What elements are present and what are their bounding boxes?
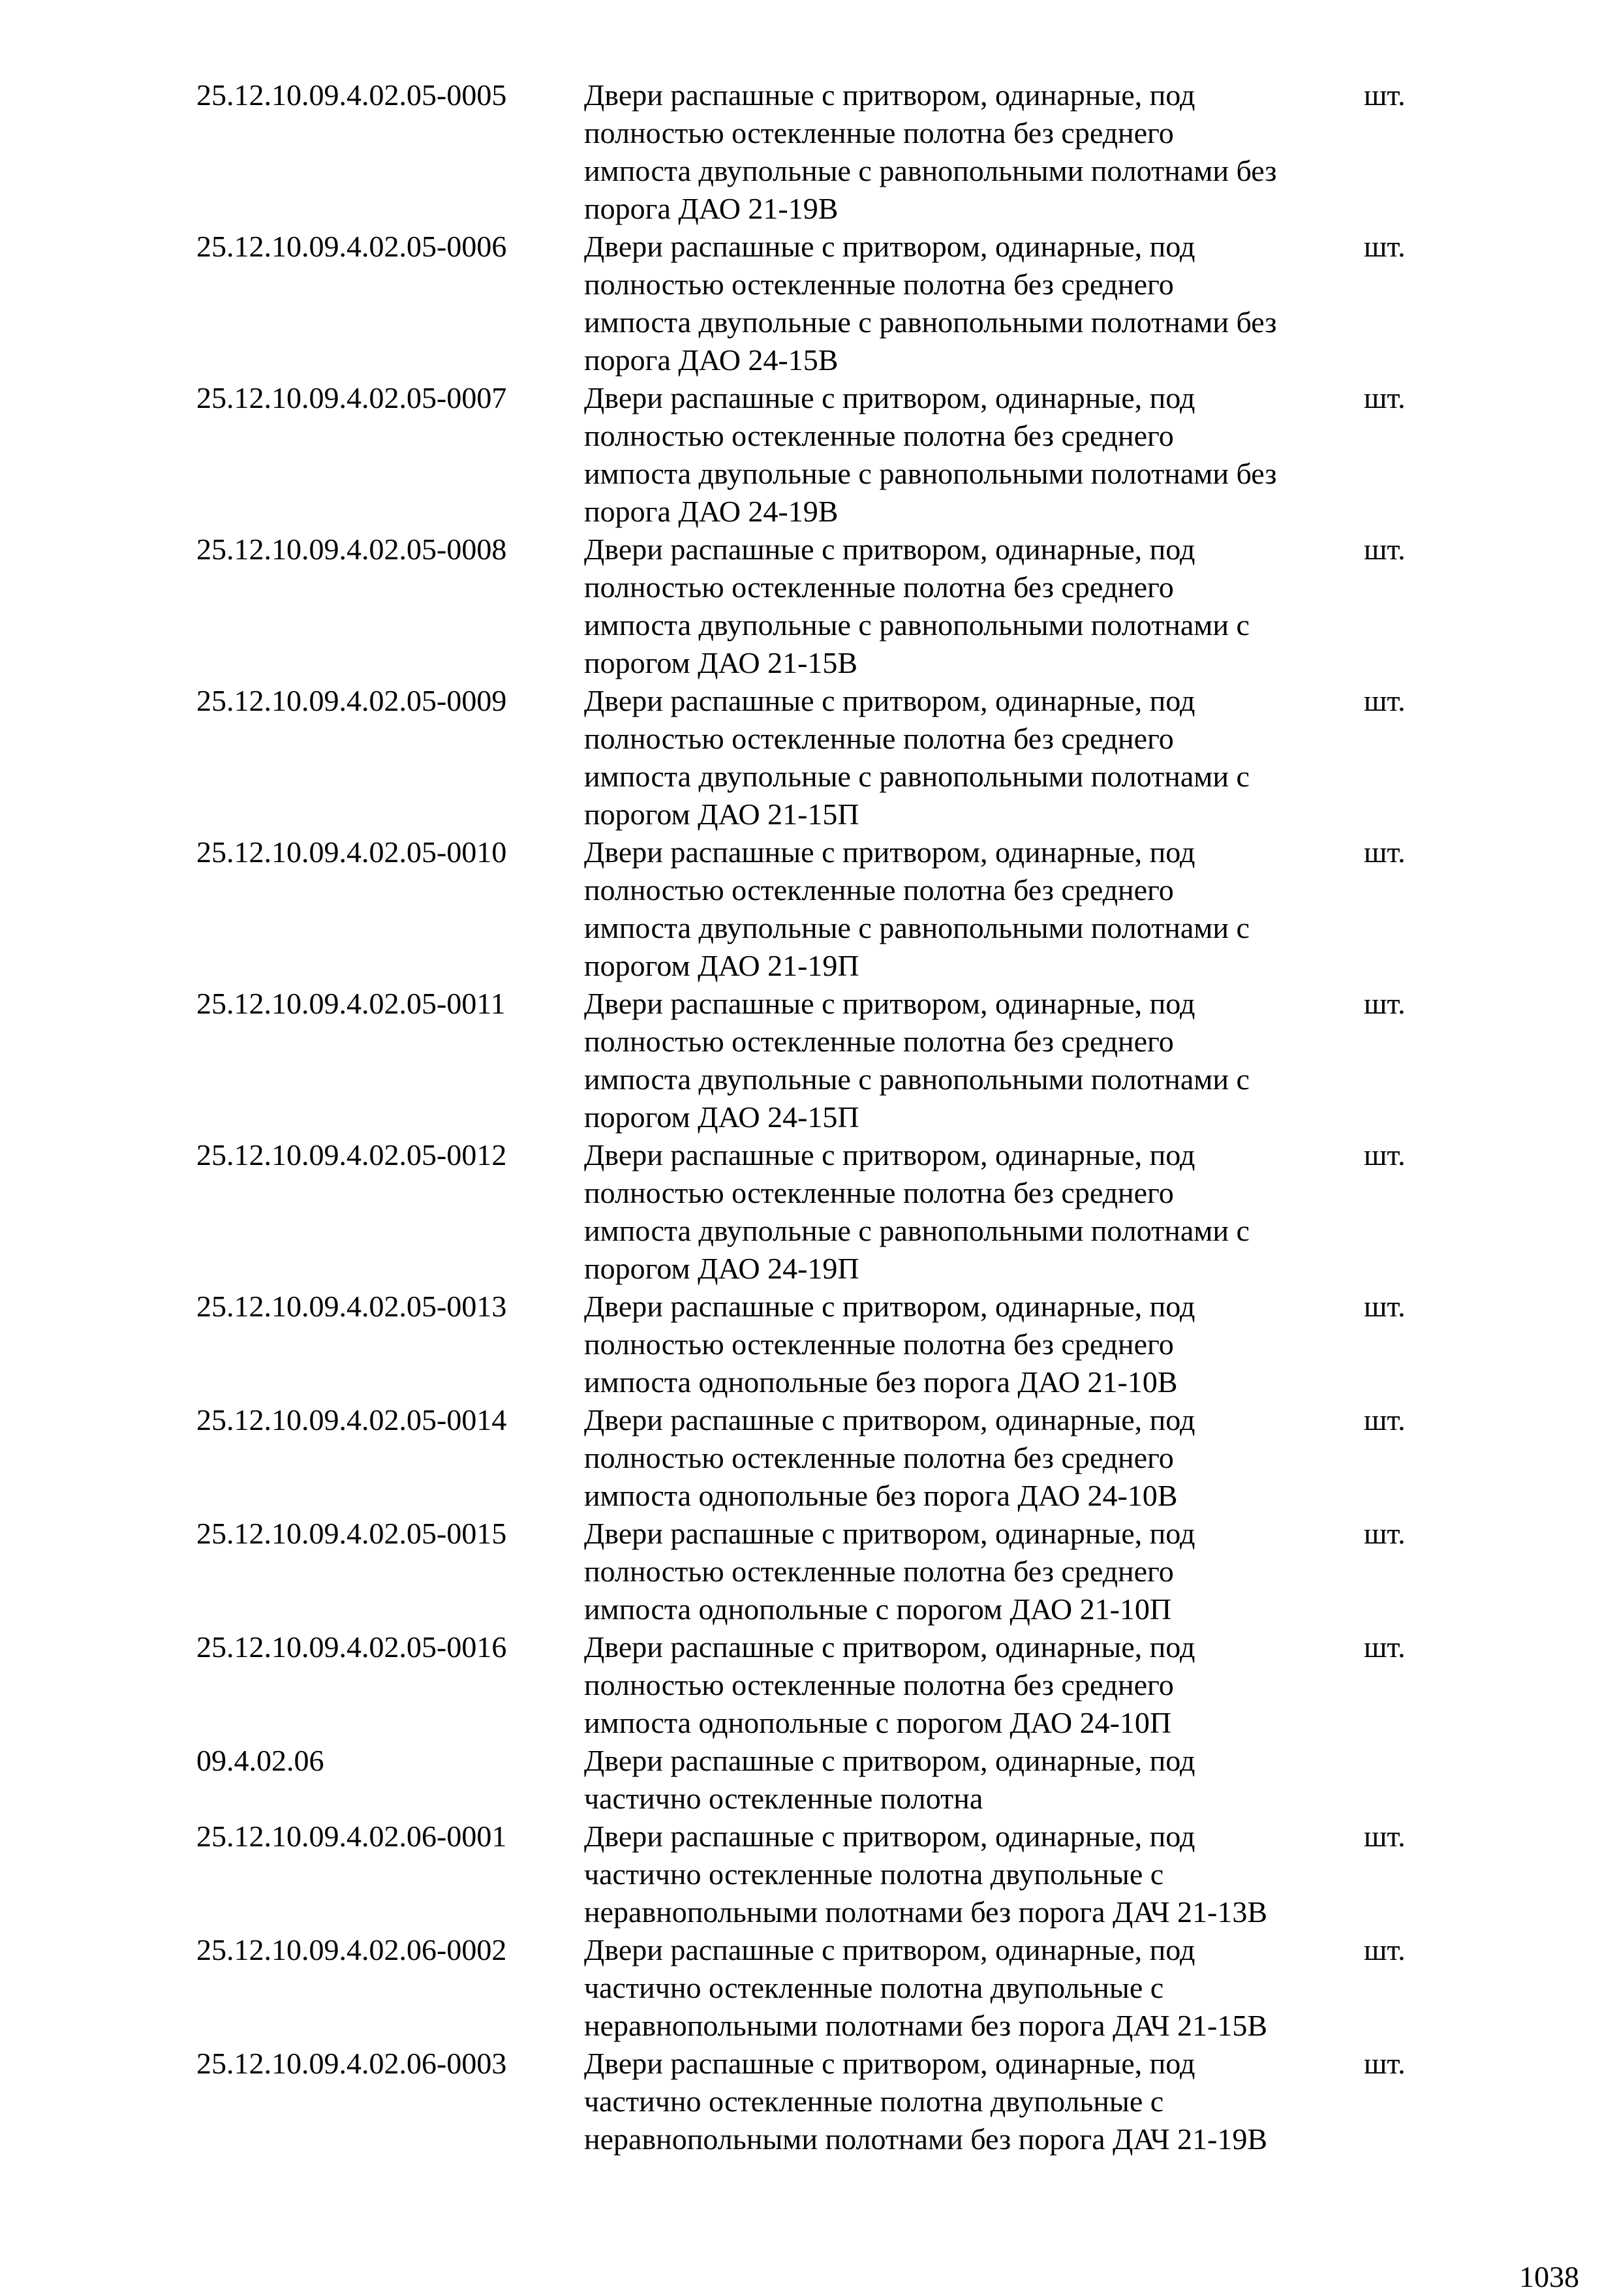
resource-name-line: частично остекленные полотна двупольные с [584, 2085, 1164, 2118]
resource-name [584, 1515, 1364, 1628]
unit-of-measure: шт. [1364, 533, 1406, 566]
table-row [196, 1628, 1436, 1742]
resource-name [584, 1136, 1364, 1288]
resource-name-line: порога ДАО 21-19В [584, 192, 839, 225]
resource-name [584, 1288, 1364, 1401]
resource-name [584, 76, 1364, 228]
resource-name [584, 985, 1364, 1136]
resource-name-line: Двери распашные с притвором, одинарные, под [584, 1138, 1195, 1171]
unit-of-measure: шт. [1364, 1517, 1406, 1550]
resource-name-line: Двери распашные с притвором, одинарные, под [584, 230, 1195, 263]
resource-name [584, 1628, 1364, 1742]
resource-code: 25.12.10.09.4.02.05-0011 [196, 987, 506, 1020]
resource-name-line: частично остекленные полотна двупольные с [584, 1857, 1164, 1891]
resource-name-line: импоста двупольные с равнопольными полотнами с [584, 911, 1250, 944]
resource-name-line: Двери распашные с притвором, одинарные, под [584, 1403, 1195, 1436]
unit-of-measure: шт. [1364, 230, 1406, 263]
resource-name-line: полностью остекленные полотна без среднего [584, 722, 1174, 755]
resource-code: 25.12.10.09.4.02.05-0006 [196, 230, 507, 263]
resource-name-line: полностью остекленные полотна без среднего [584, 873, 1174, 907]
resource-name [584, 228, 1364, 379]
catalog-body [196, 76, 1436, 2158]
unit-of-measure: шт. [1364, 1630, 1406, 1664]
resource-name-line: частично остекленные полотна [584, 1782, 983, 1815]
table-row [196, 833, 1436, 985]
resource-code: 25.12.10.09.4.02.05-0008 [196, 533, 507, 566]
unit-of-measure: шт. [1364, 78, 1406, 112]
resource-name-line: Двери распашные с притвором, одинарные, под [584, 533, 1195, 566]
resource-code: 25.12.10.09.4.02.05-0010 [196, 835, 507, 869]
resource-name-line: полностью остекленные полотна без среднего [584, 570, 1174, 604]
resource-name-line: Двери распашные с притвором, одинарные, под [584, 2047, 1195, 2080]
resource-name-line: порогом ДАО 21-19П [584, 949, 859, 982]
resource-name-line: Двери распашные с притвором, одинарные, под [584, 1744, 1195, 1777]
resource-name-line: импоста однопольные без порога ДАО 24-10В [584, 1479, 1178, 1512]
resource-name [584, 1742, 1364, 1818]
resource-name-line: импоста двупольные с равнопольными полотнами с [584, 1214, 1250, 1247]
resource-code: 25.12.10.09.4.02.05-0015 [196, 1517, 507, 1550]
resource-name [584, 1931, 1364, 2045]
catalog-table [196, 76, 1436, 2158]
resource-name-line: импоста однопольные с порогом ДАО 24-10П [584, 1706, 1172, 1739]
unit-of-measure: шт. [1364, 987, 1406, 1020]
table-row [196, 682, 1436, 833]
resource-name-line: частично остекленные полотна двупольные с [584, 1971, 1164, 2004]
resource-name-line: Двери распашные с притвором, одинарные, под [584, 1290, 1195, 1323]
resource-name [584, 833, 1364, 985]
resource-name-line: Двери распашные с притвором, одинарные, под [584, 381, 1195, 414]
resource-name-line: неравнопольными полотнами без порога ДАЧ 21-15В [584, 2009, 1268, 2042]
resource-name-line: Двери распашные с притвором, одинарные, под [584, 987, 1195, 1020]
resource-name-line: Двери распашные с притвором, одинарные, под [584, 1933, 1195, 1966]
table-row [196, 1742, 1436, 1818]
resource-name-line: полностью остекленные полотна без среднего [584, 268, 1174, 301]
unit-of-measure: шт. [1364, 1820, 1406, 1853]
resource-name-line: Двери распашные с притвором, одинарные, под [584, 1630, 1195, 1664]
resource-code: 25.12.10.09.4.02.05-0016 [196, 1630, 507, 1664]
resource-name-line: порогом ДАО 21-15П [584, 798, 859, 831]
resource-name-line: импоста двупольные с равнопольными полотнами без [584, 457, 1277, 490]
resource-name-line: порога ДАО 24-15В [584, 343, 839, 377]
table-row [196, 2045, 1436, 2158]
resource-name-line: полностью остекленные полотна без среднего [584, 1176, 1174, 1209]
resource-name [584, 379, 1364, 531]
resource-name-line: импоста двупольные с равнопольными полотнами с [584, 760, 1250, 793]
resource-code: 25.12.10.09.4.02.05-0012 [196, 1138, 507, 1171]
table-row [196, 985, 1436, 1136]
resource-name-line: порогом ДАО 24-15П [584, 1100, 859, 1134]
resource-name-line: Двери распашные с притвором, одинарные, под [584, 684, 1195, 717]
resource-name-line: импоста двупольные с равнопольными полотнами с [584, 608, 1250, 642]
unit-of-measure [1364, 1742, 1436, 1818]
resource-name-line: полностью остекленные полотна без среднего [584, 419, 1174, 452]
unit-of-measure: шт. [1364, 2047, 1406, 2080]
table-row [196, 531, 1436, 682]
resource-code: 25.12.10.09.4.02.05-0005 [196, 78, 507, 112]
resource-name-line: Двери распашные с притвором, одинарные, под [584, 835, 1195, 869]
resource-code: 25.12.10.09.4.02.05-0014 [196, 1403, 507, 1436]
resource-name-line: полностью остекленные полотна без среднего [584, 1327, 1174, 1361]
table-row [196, 1136, 1436, 1288]
table-row [196, 379, 1436, 531]
resource-name-line: Двери распашные с притвором, одинарные, под [584, 1517, 1195, 1550]
table-row [196, 1931, 1436, 2045]
unit-of-measure: шт. [1364, 1290, 1406, 1323]
resource-code: 25.12.10.09.4.02.05-0007 [196, 381, 507, 414]
resource-name-line: неравнопольными полотнами без порога ДАЧ 21-19В [584, 2122, 1268, 2156]
resource-name [584, 2045, 1364, 2158]
table-row [196, 228, 1436, 379]
unit-of-measure: шт. [1364, 835, 1406, 869]
resource-name-line: Двери распашные с притвором, одинарные, под [584, 1820, 1195, 1853]
unit-of-measure: шт. [1364, 1933, 1406, 1966]
resource-name-line: импоста двупольные с равнопольными полотнами без [584, 154, 1277, 187]
resource-name [584, 1401, 1364, 1515]
resource-name-line: полностью остекленные полотна без среднего [584, 1441, 1174, 1474]
resource-name-line: порогом ДАО 24-19П [584, 1252, 859, 1285]
resource-name [584, 1818, 1364, 1931]
resource-name-line: неравнопольными полотнами без порога ДАЧ 21-13В [584, 1895, 1268, 1929]
resource-name-line: порога ДАО 24-19В [584, 495, 839, 528]
resource-name-line: Двери распашные с притвором, одинарные, под [584, 78, 1195, 112]
resource-code: 25.12.10.09.4.02.05-0009 [196, 684, 507, 717]
resource-code: 25.12.10.09.4.02.05-0013 [196, 1290, 507, 1323]
table-row [196, 1818, 1436, 1931]
unit-of-measure: шт. [1364, 1138, 1406, 1171]
table-row [196, 76, 1436, 228]
resource-code: 09.4.02.06 [196, 1744, 324, 1777]
table-row [196, 1401, 1436, 1515]
resource-code: 25.12.10.09.4.02.06-0001 [196, 1820, 507, 1853]
unit-of-measure: шт. [1364, 1403, 1406, 1436]
resource-name-line: полностью остекленные полотна без среднего [584, 116, 1174, 149]
unit-of-measure: шт. [1364, 381, 1406, 414]
page-number: 1038 [1519, 2260, 1579, 2293]
resource-name-line: импоста однопольные с порогом ДАО 21-10П [584, 1592, 1172, 1626]
resource-name-line: полностью остекленные полотна без среднего [584, 1668, 1174, 1701]
resource-name [584, 531, 1364, 682]
table-row [196, 1515, 1436, 1628]
resource-name-line: импоста двупольные с равнопольными полотнами без [584, 305, 1277, 339]
unit-of-measure: шт. [1364, 684, 1406, 717]
resource-name [584, 682, 1364, 833]
resource-code: 25.12.10.09.4.02.06-0003 [196, 2047, 507, 2080]
resource-name-line: импоста однопольные без порога ДАО 21-10В [584, 1365, 1178, 1399]
resource-name-line: порогом ДАО 21-15В [584, 646, 858, 679]
resource-code: 25.12.10.09.4.02.06-0002 [196, 1933, 507, 1966]
resource-name-line: импоста двупольные с равнопольными полотнами с [584, 1063, 1250, 1096]
resource-name-line: полностью остекленные полотна без среднего [584, 1025, 1174, 1058]
resource-name-line: полностью остекленные полотна без среднего [584, 1555, 1174, 1588]
table-row [196, 1288, 1436, 1401]
